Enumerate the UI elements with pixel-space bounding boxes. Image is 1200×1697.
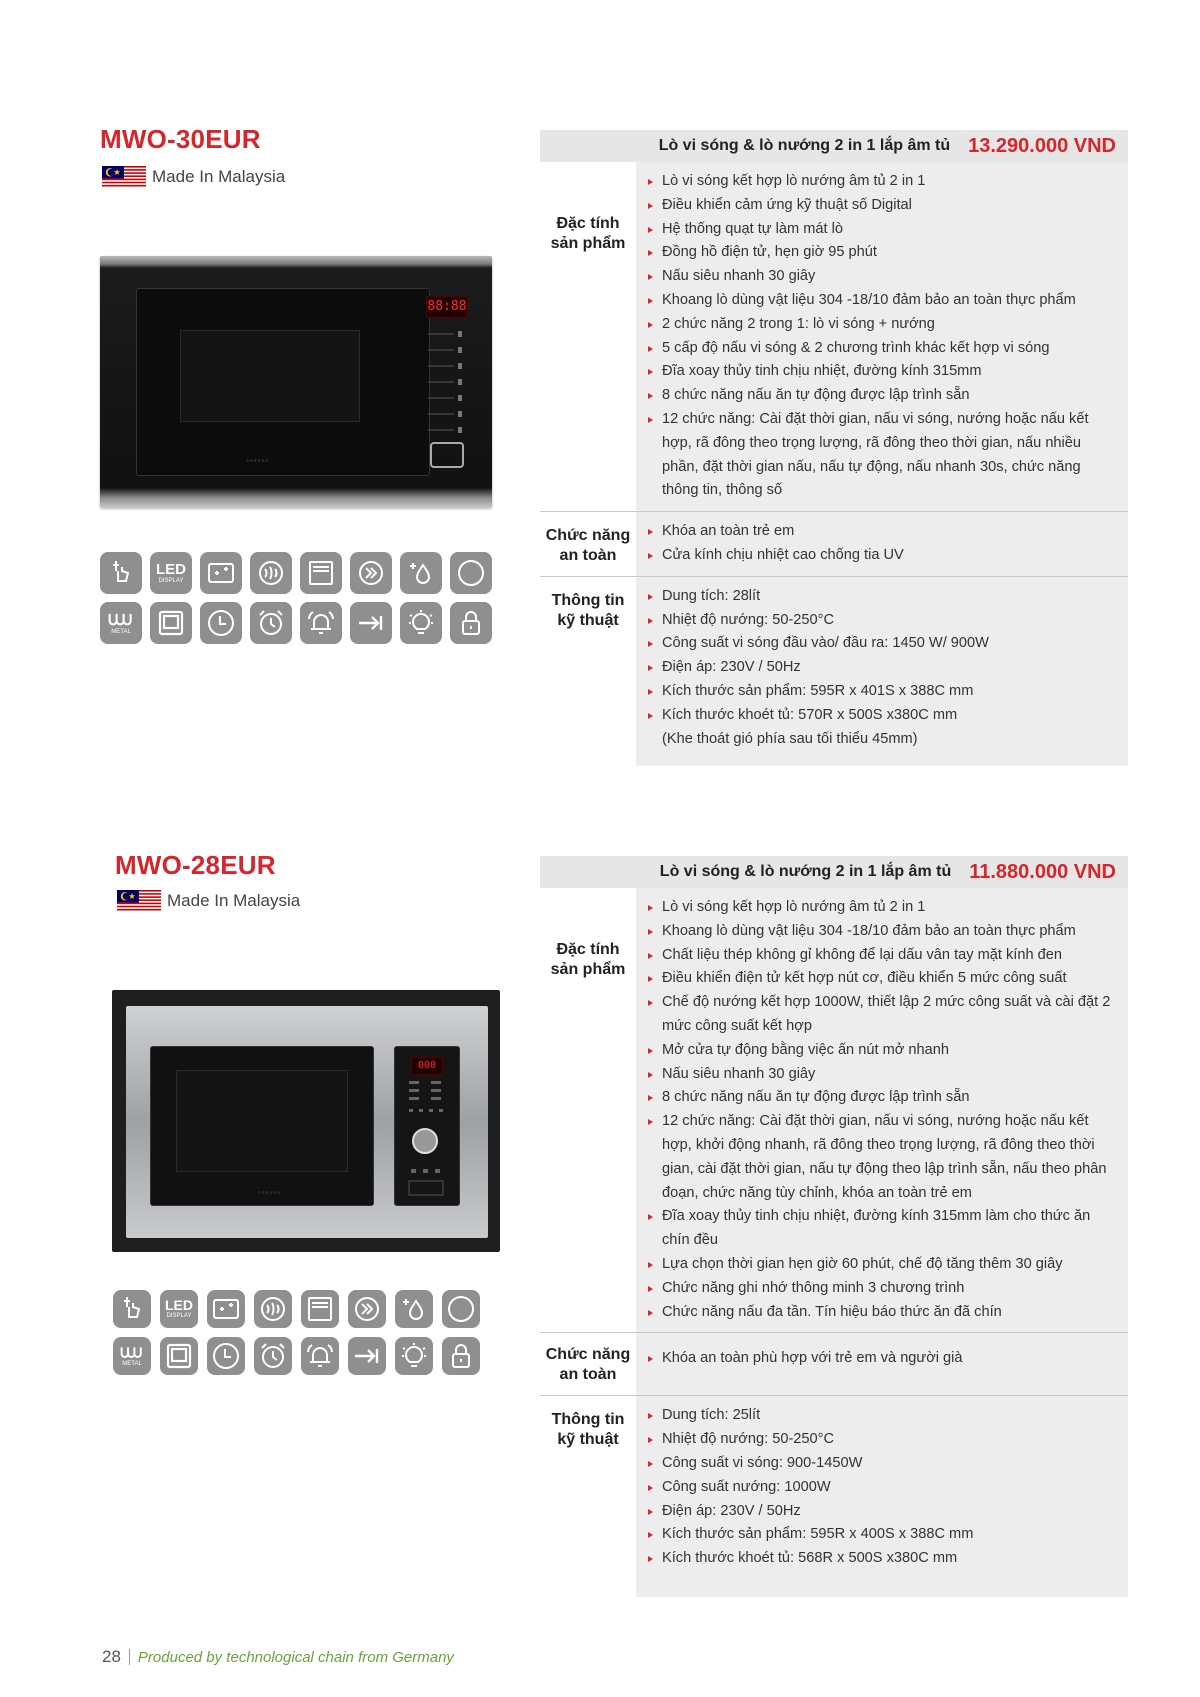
- spec-section-features: [540, 888, 1128, 1333]
- list-item: Công suất vi sóng: 900-1450W: [648, 1452, 1114, 1476]
- origin-label: Made In Malaysia: [167, 891, 301, 910]
- grill-icon: [207, 1290, 245, 1328]
- list-item: Điện áp: 230V / 50Hz: [648, 1500, 1114, 1524]
- list-item: Khóa an toàn phù hợp với trẻ em và người già: [648, 1347, 1114, 1371]
- feature-list: [648, 1347, 1114, 1371]
- quick-start-icon: [350, 552, 392, 594]
- list-item: Kích thước sản phẩm: 595R x 400S x 388C mm: [648, 1523, 1114, 1547]
- section-body: [636, 888, 1128, 1332]
- list-item: Công suất vi sóng đầu vào/ đầu ra: 1450 W/ 900W: [648, 632, 1114, 656]
- list-item: Điện áp: 230V / 50Hz: [648, 656, 1114, 680]
- child-lock-icon: [442, 1337, 480, 1375]
- grill-icon: [200, 552, 242, 594]
- list-item: Kích thước khoét tủ: 568R x 500S x380C mm: [648, 1547, 1114, 1571]
- list-item: Nấu siêu nhanh 30 giây: [648, 1063, 1114, 1087]
- alarm-timer-icon: [250, 602, 292, 644]
- footer-divider: [129, 1649, 130, 1665]
- turntable-icon: [450, 552, 492, 594]
- category-label: Lò vi sóng & lò nướng 2 in 1 lắp âm tủ: [659, 863, 952, 880]
- spec-section-safety: [540, 1333, 1128, 1396]
- product-2-oven-image: [112, 990, 500, 1252]
- control-panel: 000: [394, 1046, 460, 1206]
- built-in-icon: [160, 1337, 198, 1375]
- list-item: Đồng hồ điện tử, hẹn giờ 95 phút: [648, 241, 1114, 265]
- steam-clean-icon: [400, 552, 442, 594]
- list-item: Lò vi sóng kết hợp lò nướng âm tủ 2 in 1: [648, 896, 1114, 920]
- origin-label: Made In Malaysia: [152, 167, 286, 186]
- oven-light-icon: [395, 1337, 433, 1375]
- child-lock-icon: [450, 602, 492, 644]
- section-body: [636, 577, 1128, 766]
- section-label: Thông tin kỹ thuật: [551, 1411, 625, 1449]
- steam-clean-icon: [395, 1290, 433, 1328]
- list-item: Nhiệt độ nướng: 50-250°C: [648, 609, 1114, 633]
- list-item: Công suất nướng: 1000W: [648, 1476, 1114, 1500]
- list-item: Nhiệt độ nướng: 50-250°C: [648, 1428, 1114, 1452]
- list-item: Điều khiển điện tử kết hợp nút cơ, điều khiển 5 mức công suất: [648, 967, 1114, 991]
- skip-forward-icon: [350, 602, 392, 644]
- list-item: Chế độ nướng kết hợp 1000W, thiết lập 2 mức công suất và cài đặt 2 mức công suất kết hợp: [648, 991, 1114, 1039]
- section-label: Đặc tính sản phẩm: [550, 215, 626, 252]
- list-item: Đĩa xoay thủy tinh chịu nhiệt, đường kính 315mm: [648, 360, 1114, 384]
- led-display-icon: LED DISPLAY: [160, 1290, 198, 1328]
- list-item: Chất liệu thép không gỉ không để lại dấu vân tay mặt kính đen: [648, 944, 1114, 968]
- end-signal-bell-icon: [301, 1337, 339, 1375]
- product-2-feature-icons: [113, 1290, 480, 1375]
- price-label: 13.290.000 VND: [968, 134, 1116, 157]
- skip-forward-icon: [348, 1337, 386, 1375]
- category-label: Lò vi sóng & lò nướng 2 in 1 lắp âm tủ: [658, 137, 951, 154]
- malaysia-flag-icon: [102, 166, 146, 188]
- section-body: [636, 162, 1128, 511]
- defrost-icon: [254, 1290, 292, 1328]
- turntable-icon: [442, 1290, 480, 1328]
- touch-panel: [426, 328, 466, 438]
- spec-section-technical: [540, 577, 1128, 766]
- built-in-icon: [150, 602, 192, 644]
- section-label: Chức năng an toàn: [545, 527, 631, 565]
- menu-program-icon: [300, 552, 342, 594]
- stainless-metal-icon: METAL: [113, 1337, 151, 1375]
- led-display-icon: LED DISPLAY: [150, 552, 192, 594]
- product-1-oven-image: [100, 256, 492, 508]
- spec-header: [540, 130, 1128, 162]
- list-item: 2 chức năng 2 trong 1: lò vi sóng + nướng: [648, 313, 1114, 337]
- oven-light-icon: [400, 602, 442, 644]
- list-item: Nấu siêu nhanh 30 giây: [648, 265, 1114, 289]
- feature-list: [648, 520, 1114, 568]
- touch-control-icon: [100, 552, 142, 594]
- malaysia-flag-icon: [117, 890, 161, 912]
- quick-start-icon: [348, 1290, 386, 1328]
- list-item: Đĩa xoay thủy tinh chịu nhiệt, đường kính 315mm làm cho thức ăn chín đều: [648, 1205, 1114, 1253]
- list-item: 12 chức năng: Cài đặt thời gian, nấu vi sóng, nướng hoặc nấu kết hợp, khởi động nhanh, rã đông theo trọng lượng, rã đông theo thời gian, cài đặt thời gian, nấu tự động theo lập trình sẵn, nấu theo phân đoạn, chức năng tùy chỉnh, khóa an toàn trẻ em: [648, 1110, 1114, 1205]
- footer-tagline: Produced by technological chain from Germany: [137, 1648, 454, 1666]
- clock-icon: [207, 1337, 245, 1375]
- list-item: Lựa chọn thời gian hẹn giờ 60 phút, chế độ tăng thêm 30 giây: [648, 1253, 1114, 1277]
- page-number: 28: [102, 1647, 121, 1666]
- door-handle: [430, 442, 464, 468]
- list-item: Kích thước sản phẩm: 595R x 401S x 388C mm: [648, 680, 1114, 704]
- menu-program-icon: [301, 1290, 339, 1328]
- feature-list: [648, 170, 1114, 503]
- feature-list: [648, 896, 1114, 1324]
- spec-section-features: [540, 162, 1128, 512]
- list-item: Mở cửa tự động bằng việc ấn nút mở nhanh: [648, 1039, 1114, 1063]
- section-label: Đặc tính sản phẩm: [550, 941, 626, 978]
- spec-header: [540, 856, 1128, 888]
- list-item: Chức năng nấu đa tần. Tín hiệu báo thức ăn đã chín: [648, 1301, 1114, 1325]
- list-item: Chức năng ghi nhớ thông minh 3 chương trình: [648, 1277, 1114, 1301]
- product-2-model: MWO-28EUR: [115, 850, 276, 880]
- product-2-origin: [117, 890, 300, 912]
- product-1-model: MWO-30EUR: [100, 124, 261, 154]
- spec-section-technical: [540, 1396, 1128, 1597]
- product-1-origin: [102, 166, 285, 188]
- list-item: Kích thước khoét tủ: 570R x 500S x380C mm: [648, 704, 1114, 728]
- section-body: [636, 1333, 1128, 1395]
- defrost-icon: [250, 552, 292, 594]
- product-1-feature-icons: [100, 552, 492, 644]
- touch-control-icon: [113, 1290, 151, 1328]
- list-item: Khoang lò dùng vật liệu 304 -18/10 đảm bảo an toàn thực phẩm: [648, 920, 1114, 944]
- alarm-timer-icon: [254, 1337, 292, 1375]
- feature-list: [648, 585, 1114, 728]
- list-item: 8 chức năng nấu ăn tự động được lập trình sẵn: [648, 384, 1114, 408]
- list-item: Lò vi sóng kết hợp lò nướng âm tủ 2 in 1: [648, 170, 1114, 194]
- oven-display: 88:88: [426, 296, 468, 318]
- list-item: Điều khiển cảm ứng kỹ thuật số Digital: [648, 194, 1114, 218]
- product-1-spec-table: [540, 130, 1128, 766]
- list-item: 12 chức năng: Cài đặt thời gian, nấu vi sóng, nướng hoặc nấu kết hợp, rã đông theo trọng lượng, rã đông theo thời gian, nấu nhiều phần, đặt thời gian nấu, nấu tự động, nấu nhanh 30s, chức năng thông tin, thông số: [648, 408, 1114, 503]
- brand-logo-icon: ◦◦◦◦◦◦: [246, 456, 270, 465]
- list-item: Cửa kính chịu nhiệt cao chống tia UV: [648, 544, 1114, 568]
- list-item: 5 cấp độ nấu vi sóng & 2 chương trình khác kết hợp vi sóng: [648, 337, 1114, 361]
- section-body: [636, 512, 1128, 576]
- section-note: (Khe thoát gió phía sau tối thiểu 45mm): [662, 730, 918, 747]
- end-signal-bell-icon: [300, 602, 342, 644]
- list-item: Hệ thống quạt tự làm mát lò: [648, 218, 1114, 242]
- list-item: Khóa an toàn trẻ em: [648, 520, 1114, 544]
- spec-section-safety: [540, 512, 1128, 577]
- product-2-spec-table: [540, 856, 1128, 1597]
- section-body: [636, 1396, 1128, 1597]
- list-item: 8 chức năng nấu ăn tự động được lập trình sẵn: [648, 1086, 1114, 1110]
- clock-icon: [200, 602, 242, 644]
- page-footer: [102, 1647, 454, 1667]
- feature-list: [648, 1404, 1114, 1571]
- stainless-metal-icon: METAL: [100, 602, 142, 644]
- price-label: 11.880.000 VND: [969, 860, 1116, 883]
- list-item: Dung tích: 25lít: [648, 1404, 1114, 1428]
- list-item: Dung tích: 28lít: [648, 585, 1114, 609]
- list-item: Khoang lò dùng vật liệu 304 -18/10 đảm bảo an toàn thực phẩm: [648, 289, 1114, 313]
- section-label: Chức năng an toàn: [545, 1346, 631, 1384]
- brand-logo-icon: ◦◦◦◦◦◦: [258, 1188, 282, 1197]
- section-label: Thông tin kỹ thuật: [551, 591, 625, 629]
